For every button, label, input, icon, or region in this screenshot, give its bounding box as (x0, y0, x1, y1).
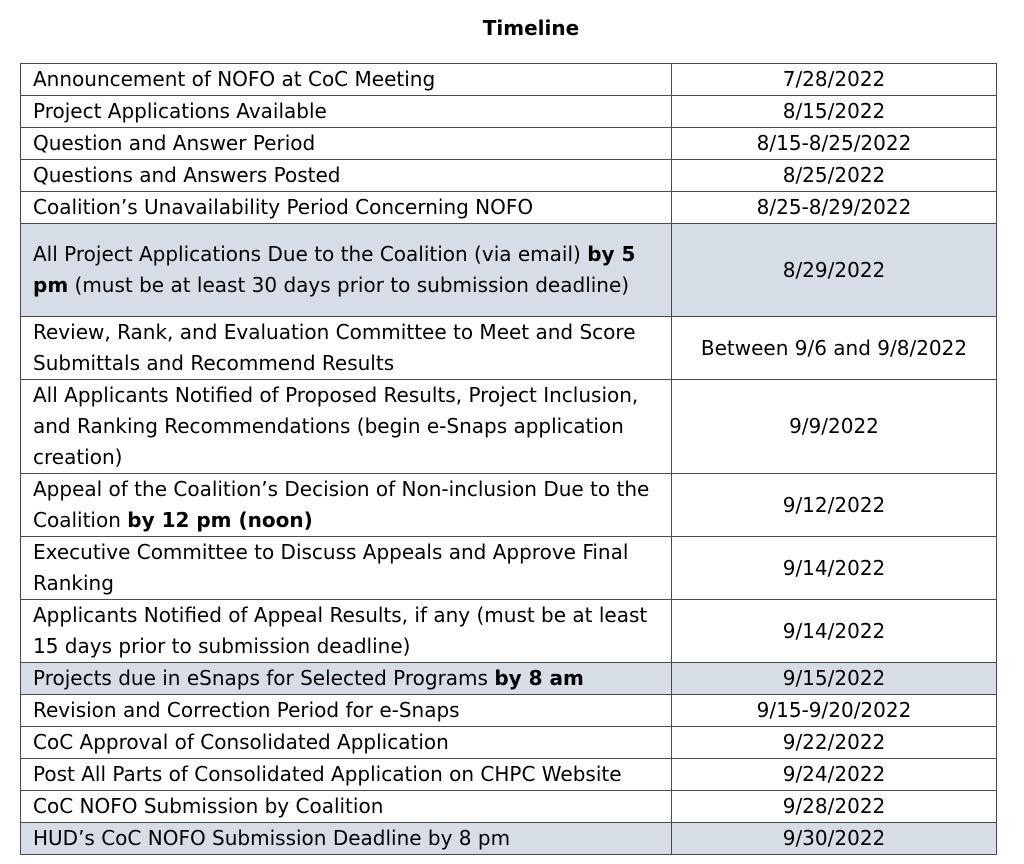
table-row (21, 64, 997, 96)
event-cell: Project Applications Available (21, 96, 672, 128)
date-cell: 8/25/2022 (672, 160, 997, 192)
date-cell: 8/15-8/25/2022 (672, 128, 997, 160)
date-cell: 9/28/2022 (672, 791, 997, 823)
event-deadline-emphasis: by 5 pm (33, 242, 636, 297)
table-row (21, 727, 997, 759)
event-cell: Applicants Notified of Appeal Results, if any (must be at least 15 days prior to submission deadline) (21, 600, 672, 663)
table-row (21, 160, 997, 192)
event-deadline-emphasis: by 12 pm (noon) (127, 508, 313, 532)
date-cell: 9/14/2022 (672, 600, 997, 663)
table-row (21, 695, 997, 727)
table-row (21, 474, 997, 537)
table-row (21, 317, 997, 380)
event-cell: CoC Approval of Consolidated Application (21, 727, 672, 759)
table-row (21, 791, 997, 823)
date-cell: 9/24/2022 (672, 759, 997, 791)
event-deadline-emphasis: by 8 am (494, 666, 584, 690)
event-cell: Post All Parts of Consolidated Application on CHPC Website (21, 759, 672, 791)
table-row (21, 537, 997, 600)
event-cell: Announcement of NOFO at CoC Meeting (21, 64, 672, 96)
date-cell: 8/15/2022 (672, 96, 997, 128)
table-row (21, 224, 997, 317)
table-row (21, 192, 997, 224)
event-cell: Revision and Correction Period for e-Snaps (21, 695, 672, 727)
timeline-table (20, 63, 997, 855)
date-cell: 8/25-8/29/2022 (672, 192, 997, 224)
event-cell: Coalition’s Unavailability Period Concerning NOFO (21, 192, 672, 224)
table-row (21, 663, 997, 695)
date-cell: 9/12/2022 (672, 474, 997, 537)
event-cell: CoC NOFO Submission by Coalition (21, 791, 672, 823)
page-title: Timeline (482, 16, 580, 40)
date-cell: 9/15/2022 (672, 663, 997, 695)
event-cell: Review, Rank, and Evaluation Committee to Meet and Score Submittals and Recommend Results (21, 317, 672, 380)
date-cell: 9/30/2022 (672, 823, 997, 855)
date-cell: 9/14/2022 (672, 537, 997, 600)
table-row (21, 600, 997, 663)
date-cell: 9/9/2022 (672, 380, 997, 474)
event-text: (must be at least 30 days prior to submission deadline) (68, 273, 630, 297)
event-cell: HUD’s CoC NOFO Submission Deadline by 8 pm (21, 823, 672, 855)
event-cell (21, 474, 672, 537)
table-row (21, 96, 997, 128)
table-row (21, 823, 997, 855)
event-cell: All Applicants Notified of Proposed Results, Project Inclusion, and Ranking Recommendations (begin e-Snaps application creation) (21, 380, 672, 474)
event-cell (21, 663, 672, 695)
date-cell: 7/28/2022 (672, 64, 997, 96)
event-cell: Executive Committee to Discuss Appeals and Approve Final Ranking (21, 537, 672, 600)
event-cell: Question and Answer Period (21, 128, 672, 160)
event-text: Projects due in eSnaps for Selected Programs (33, 666, 495, 690)
event-cell (21, 224, 672, 317)
table-row (21, 128, 997, 160)
table-row (21, 380, 997, 474)
table-row (21, 759, 997, 791)
event-text: All Project Applications Due to the Coalition (via email) (33, 242, 588, 266)
event-text: Appeal of the Coalition’s Decision of Non-inclusion Due to the Coalition (33, 477, 650, 532)
event-cell: Questions and Answers Posted (21, 160, 672, 192)
date-cell: Between 9/6 and 9/8/2022 (672, 317, 997, 380)
date-cell: 9/22/2022 (672, 727, 997, 759)
date-cell: 8/29/2022 (672, 224, 997, 317)
date-cell: 9/15-9/20/2022 (672, 695, 997, 727)
